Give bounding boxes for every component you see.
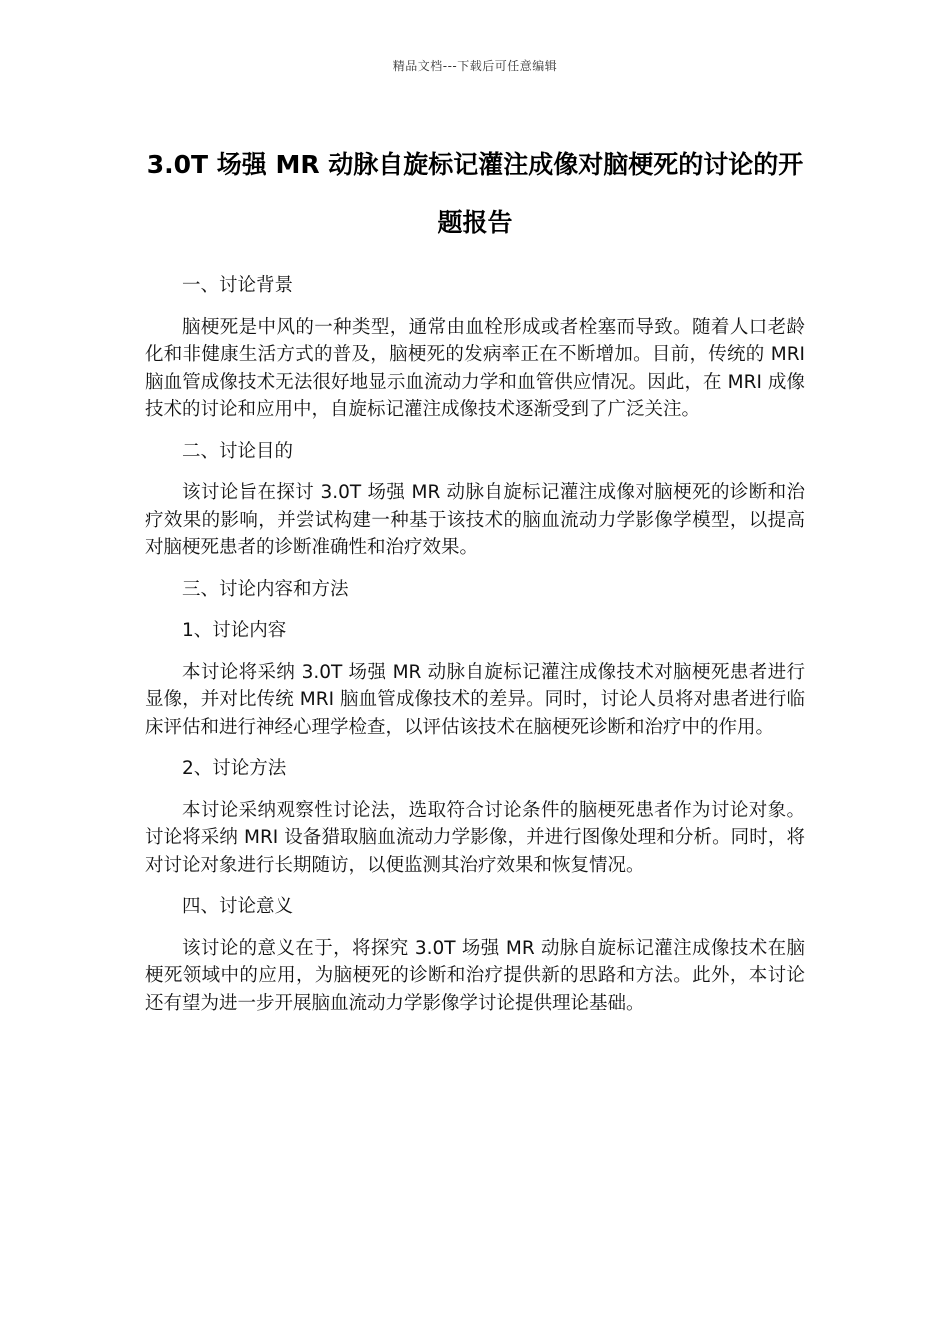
subsection-heading-content: 1、讨论内容 bbox=[182, 620, 287, 641]
paragraph-purpose: 该讨论旨在探讨 3.0T 场强 MR 动脉自旋标记灌注成像对脑梗死的诊断和治疗效果的影响，并尝试构建一种基于该技术的脑血流动力学影像学模型，以提高对脑梗死患者的诊断准确性和治疗效果。 bbox=[145, 482, 805, 558]
paragraph-significance: 该讨论的意义在于，将探究 3.0T 场强 MR 动脉自旋标记灌注成像技术在脑梗死领域中的应用，为脑梗死的诊断和治疗提供新的思路和方法。此外，本讨论还有望为进一步开展脑血流动力学影像学讨论提供理论基础。 bbox=[145, 937, 805, 1014]
document-body bbox=[145, 272, 805, 1031]
paragraph-methods: 本讨论采纳观察性讨论法，选取符合讨论条件的脑梗死患者作为讨论对象。讨论将采纳 MRI 设备猎取脑血流动力学影像，并进行图像处理和分析。同时，将对讨论对象进行长期随访，以便监测其治疗效果和恢复情况。 bbox=[145, 799, 805, 876]
subsection-heading-methods: 2、讨论方法 bbox=[182, 758, 287, 779]
section-heading-purpose: 二、讨论目的 bbox=[182, 440, 294, 462]
section-heading-content-methods: 三、讨论内容和方法 bbox=[182, 578, 349, 600]
header-note: 精品文档---下载后可任意编辑 bbox=[392, 59, 558, 73]
section-heading-significance: 四、讨论意义 bbox=[182, 896, 294, 917]
paragraph-content: 本讨论将采纳 3.0T 场强 MR 动脉自旋标记灌注成像技术对脑梗死患者进行显像，并对比传统 MRI 脑血管成像技术的差异。同时，讨论人员将对患者进行临床评估和进行神经心理学检查，以评估该技术在脑梗死诊断和治疗中的作用。 bbox=[145, 661, 805, 738]
paragraph-background: 脑梗死是中风的一种类型，通常由血栓形成或者栓塞而导致。随着人口老龄化和非健康生活方式的普及，脑梗死的发病率正在不断增加。目前，传统的 MRI 脑血管成像技术无法很好地显示血流动力学和血管供应情况。因此，在 MRI 成像技术的讨论和应用中，自旋标记灌注成像技术逐渐受到了广泛关注。 bbox=[145, 316, 805, 420]
document-title: 3.0T 场强 MR 动脉自旋标记灌注成像对脑梗死的讨论的开题报告 bbox=[146, 150, 804, 237]
section-heading-background: 一、讨论背景 bbox=[182, 275, 294, 296]
